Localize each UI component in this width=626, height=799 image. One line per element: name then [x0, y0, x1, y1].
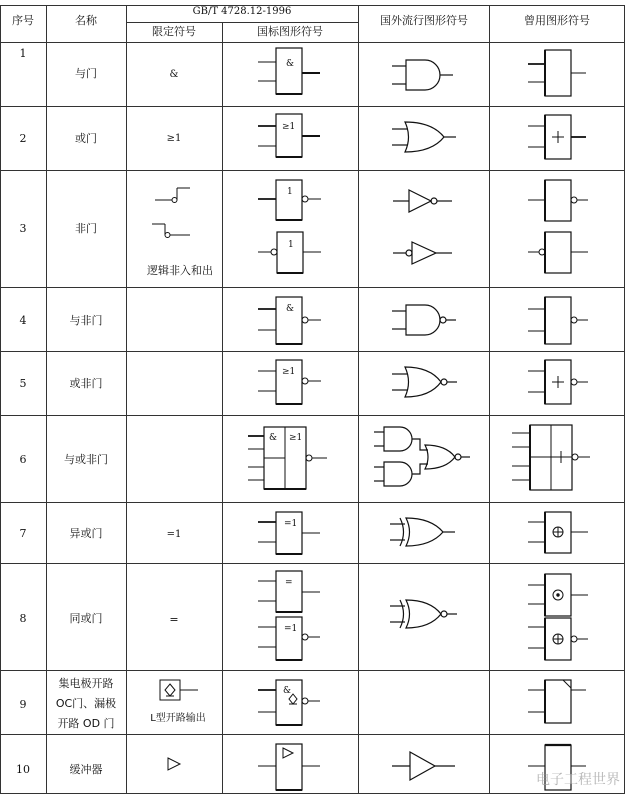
common-or-gate [528, 115, 586, 159]
foreign-buffer [392, 752, 455, 780]
header-qualifier: 限定符号 [152, 25, 196, 38]
national-xor-label: =1 [284, 519, 298, 529]
row-9-name-line-3: 开路 OD 门 [57, 717, 115, 730]
row-3-qualifier: 逻辑非入和出 [147, 264, 213, 277]
row-1-no: 1 [19, 47, 27, 60]
logic-negation-output-icon [152, 224, 190, 238]
national-aoi-and-label: & [269, 433, 278, 443]
common-not-gate-output [528, 180, 588, 221]
row-3-name: 非门 [75, 222, 97, 235]
row-8-no: 8 [19, 612, 27, 625]
row-6-name: 与或非门 [64, 453, 108, 466]
common-xor-gate [528, 512, 588, 553]
foreign-and-gate [392, 60, 453, 90]
common-nor-gate [528, 360, 588, 404]
header-national: 国标图形符号 [257, 25, 323, 38]
common-open-collector-gate [528, 680, 586, 723]
logic-negation-input-icon [155, 188, 190, 203]
row-2-no: 2 [19, 132, 27, 145]
foreign-nand-gate [392, 305, 456, 335]
row-2-qualifier: ≥1 [166, 133, 182, 144]
watermark-text: 电子工程世界 [536, 772, 620, 788]
national-xnor-label-2: =1 [284, 624, 298, 634]
foreign-not-gate [393, 190, 452, 212]
row-7-no: 7 [19, 527, 27, 540]
common-and-or-invert-gate [512, 425, 590, 490]
foreign-or-gate [392, 122, 456, 152]
national-not-label-1: 1 [287, 187, 293, 197]
row-3-no: 3 [19, 222, 27, 235]
header-common: 曾用图形符号 [524, 14, 590, 27]
row-5-name: 或非门 [69, 377, 103, 390]
common-and-gate [528, 50, 586, 96]
national-nand-label: & [286, 304, 295, 314]
row-10-name: 缓冲器 [69, 763, 103, 776]
common-xnor-gate-dot [528, 574, 588, 616]
header-name: 名称 [75, 14, 97, 27]
foreign-xnor-gate [390, 600, 457, 628]
row-9-name-line-2: OC门、漏极 [55, 697, 117, 710]
row-6-no: 6 [19, 453, 27, 466]
row-9-name-line-1: 集电极开路 [58, 677, 114, 690]
row-4-no: 4 [19, 314, 27, 327]
national-and-gate [258, 48, 320, 94]
row-7-name: 异或门 [69, 527, 103, 540]
foreign-nor-gate [392, 367, 457, 397]
row-8-qualifier: = [169, 613, 179, 626]
row-10-no: 10 [16, 763, 30, 776]
national-and-or-invert-gate [248, 427, 327, 489]
row-5-no: 5 [19, 377, 27, 390]
national-xnor-label-1: = [285, 578, 293, 588]
common-not-gate-input [528, 232, 588, 273]
national-buffer [258, 744, 320, 790]
national-nor-label: ≥1 [282, 367, 296, 377]
row-7-qualifier: =1 [166, 529, 182, 540]
row-1-qualifier: & [169, 69, 179, 80]
row-8-name: 同或门 [69, 612, 103, 625]
national-not-label-2: 1 [288, 240, 294, 250]
header-standard: GB/T 4728.12-1996 [192, 6, 292, 17]
row-9-qualifier: L型开路输出 [150, 713, 206, 724]
national-and-label: & [286, 59, 295, 69]
foreign-inverted-input-gate [393, 242, 452, 264]
common-xnor-gate-negated [528, 618, 588, 660]
common-nand-gate [528, 297, 588, 344]
row-2-name: 或门 [75, 132, 97, 145]
row-4-name: 与非门 [69, 314, 103, 327]
row-9-no: 9 [19, 698, 27, 711]
foreign-xor-gate [390, 518, 455, 546]
national-oc-label: & [283, 686, 292, 696]
header-foreign: 国外流行图形符号 [380, 14, 468, 27]
header-seq: 序号 [12, 14, 34, 27]
foreign-and-or-invert-gate [374, 427, 470, 486]
national-or-label: ≥1 [282, 122, 296, 132]
buffer-triangle-icon [168, 758, 180, 770]
open-circuit-output-icon [160, 680, 198, 700]
national-aoi-or-label: ≥1 [289, 433, 303, 443]
row-1-name: 与门 [75, 67, 97, 80]
